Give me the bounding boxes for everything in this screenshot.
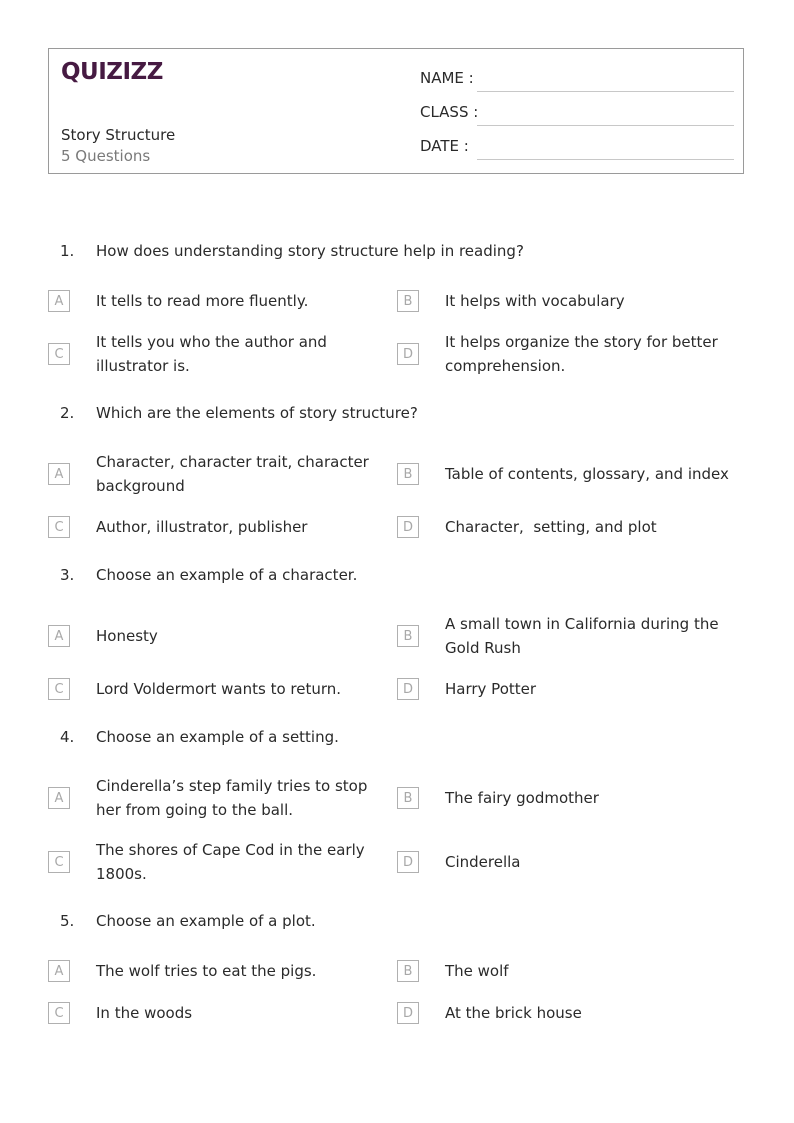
question-number: 1. [60, 242, 75, 260]
option-text: Honesty [96, 627, 158, 645]
option-text: Cinderella [445, 853, 521, 871]
question-text: Which are the elements of story structure? [96, 404, 418, 422]
option-letter-box: C [48, 343, 70, 365]
question-number: 2. [60, 404, 75, 422]
name-field[interactable] [420, 69, 734, 93]
question-count: 5 Questions [61, 147, 151, 165]
option-text: It tells you who the author and illustrator is. [96, 333, 327, 375]
option-text: The fairy godmother [445, 789, 599, 807]
option-letter-box: D [397, 343, 419, 365]
option-letter-box: D [397, 678, 419, 700]
question-text: Choose an example of a plot. [96, 912, 316, 930]
option-text: Table of contents, glossary, and index [445, 465, 729, 483]
date-field[interactable] [420, 137, 734, 161]
option-letter-box: B [397, 787, 419, 809]
option-text: Lord Voldermort wants to return. [96, 680, 342, 698]
question-number: 4. [60, 728, 75, 746]
option-text: It tells to read more fluently. [96, 292, 309, 310]
option-text: At the brick house [445, 1004, 582, 1022]
option-letter-box: C [48, 516, 70, 538]
option-letter-box: D [397, 1002, 419, 1024]
question-text: Choose an example of a setting. [96, 728, 339, 746]
option-letter-box: B [397, 463, 419, 485]
option-text: Harry Potter [445, 680, 537, 698]
option-text: The wolf [445, 962, 509, 980]
quizizz-logo: QUIZIZZ [61, 59, 163, 85]
option-letter-box: D [397, 516, 419, 538]
option-letter-box: A [48, 290, 70, 312]
question-text: Choose an example of a character. [96, 566, 358, 584]
option-text: Character, character trait, character background [96, 453, 369, 495]
option-letter-box: C [48, 678, 70, 700]
class-field[interactable] [420, 103, 734, 127]
option-text: It helps with vocabulary [445, 292, 625, 310]
option-text: Cinderella’s step family tries to stop her from going to the ball. [96, 777, 368, 819]
option-letter-box: D [397, 851, 419, 873]
worksheet-header [48, 48, 744, 174]
option-letter-box: A [48, 960, 70, 982]
option-letter-box: A [48, 625, 70, 647]
option-letter-box: B [397, 625, 419, 647]
question-text: How does understanding story structure help in reading? [96, 242, 524, 260]
option-letter-box: A [48, 463, 70, 485]
option-text: It helps organize the story for better comprehension. [445, 333, 718, 375]
question-number: 3. [60, 566, 75, 584]
option-letter-box: C [48, 1002, 70, 1024]
option-text: The shores of Cape Cod in the early 1800s. [96, 841, 365, 883]
worksheet-title: Story Structure [61, 126, 176, 144]
name-label: NAME : [420, 69, 474, 87]
class-label: CLASS : [420, 103, 479, 121]
option-letter-box: B [397, 960, 419, 982]
option-letter-box: B [397, 290, 419, 312]
date-line[interactable] [477, 159, 734, 160]
question-number: 5. [60, 912, 75, 930]
class-line[interactable] [477, 125, 734, 126]
option-text: The wolf tries to eat the pigs. [96, 962, 317, 980]
option-text: Character, setting, and plot [445, 518, 657, 536]
option-text: A small town in California during the Gold Rush [445, 615, 719, 657]
name-line[interactable] [477, 91, 734, 92]
option-letter-box: A [48, 787, 70, 809]
option-text: Author, illustrator, publisher [96, 518, 308, 536]
option-text: In the woods [96, 1004, 193, 1022]
option-letter-box: C [48, 851, 70, 873]
date-label: DATE : [420, 137, 469, 155]
